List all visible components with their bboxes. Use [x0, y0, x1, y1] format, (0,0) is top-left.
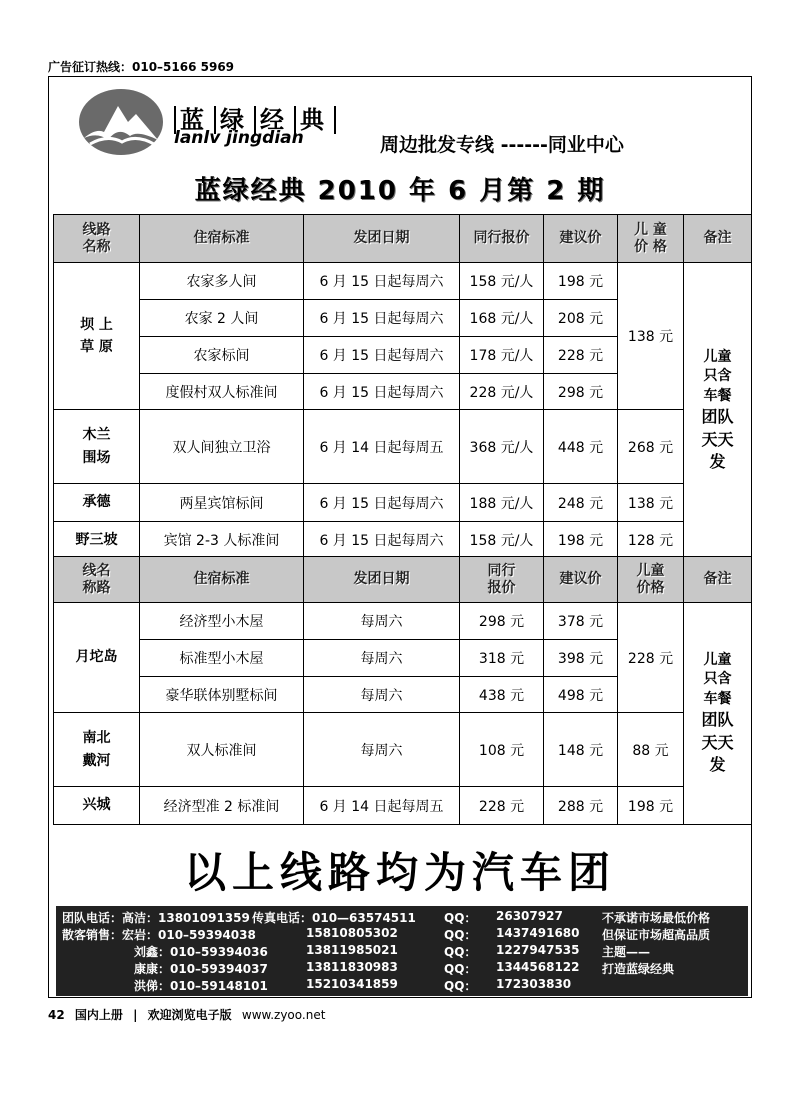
contact-text: 15210341859	[306, 977, 398, 991]
column-header: 发团日期	[304, 557, 460, 603]
child-price: 268 元	[618, 410, 684, 484]
contact-text: 13811830983	[306, 960, 398, 974]
contact-text: 13811985021	[306, 943, 398, 957]
contact-text: 15810805302	[306, 926, 398, 940]
column-header: 同行 报价	[460, 557, 544, 603]
table-cell: 农家 2 人间	[140, 300, 304, 337]
table-cell: 双人标准间	[140, 713, 304, 787]
remark-cell: 儿童 只含 车餐 团队 天天 发	[684, 263, 752, 559]
table-header-row	[54, 215, 752, 263]
table-row	[54, 484, 752, 522]
table-cell: 豪华联体别墅标间	[140, 677, 304, 713]
column-header: 发团日期	[304, 215, 460, 263]
table-cell: 228 元	[460, 787, 544, 825]
column-header: 儿 童 价 格	[618, 215, 684, 263]
slogan: 以上线路均为汽车团	[183, 848, 616, 897]
table-cell: 108 元	[460, 713, 544, 787]
route-name: 月坨岛	[54, 603, 140, 713]
page-footer: 42 国内上册 | 欢迎浏览电子版 www.zyoo.net	[48, 1008, 326, 1022]
mountain-logo-icon	[78, 88, 164, 156]
page-number: 42	[48, 1008, 65, 1022]
remark-cell: 儿童 只含 车餐 团队 天天 发	[684, 603, 752, 825]
promise-text: 不承诺市场最低价格	[602, 911, 711, 925]
contact-row	[56, 960, 748, 977]
table-cell: 宾馆 2-3 人标准间	[140, 522, 304, 559]
table-cell: 248 元	[544, 484, 618, 522]
price-table-1	[53, 214, 752, 559]
column-header: 备注	[684, 215, 752, 263]
table-cell: 标准型小木屋	[140, 640, 304, 677]
table-cell: 208 元	[544, 300, 618, 337]
column-header: 备注	[684, 557, 752, 603]
table-cell: 每周六	[304, 713, 460, 787]
table-cell: 498 元	[544, 677, 618, 713]
qq-label: QQ：	[444, 979, 477, 993]
table-cell: 6 月 14 日起每周五	[304, 787, 460, 825]
brand-name: 蓝 绿 经 典	[174, 100, 336, 135]
column-header: 线名 称路	[54, 557, 140, 603]
qq-label: QQ：	[444, 962, 477, 976]
brand-pinyin: lanlv jingdian	[174, 128, 304, 148]
table-cell: 168 元/人	[460, 300, 544, 337]
table-cell: 158 元/人	[460, 263, 544, 300]
contact-text: 172303830	[496, 977, 572, 991]
table-cell: 6 月 15 日起每周六	[304, 374, 460, 410]
contact-row	[56, 926, 748, 943]
ad-hotline: 广告征订热线：010–5166 5969	[48, 60, 235, 74]
contact-text: 26307927	[496, 909, 563, 923]
table-cell: 6 月 15 日起每周六	[304, 484, 460, 522]
contact-text: 散客销售：宏岩：010–59394038	[62, 928, 256, 942]
route-name: 坝 上 草 原	[54, 263, 140, 410]
table-cell: 438 元	[460, 677, 544, 713]
child-price: 198 元	[618, 787, 684, 825]
contact-row	[56, 943, 748, 960]
issue-title: 蓝绿经典 2010 年 6 月第 2 期	[194, 176, 606, 206]
column-header: 建议价	[544, 215, 618, 263]
table-cell: 农家标间	[140, 337, 304, 374]
table-cell: 6 月 15 日起每周六	[304, 300, 460, 337]
table-row	[54, 787, 752, 825]
column-header: 住宿标准	[140, 215, 304, 263]
table-cell: 两星宾馆标间	[140, 484, 304, 522]
contact-text: 传真电话：010—63574511	[252, 911, 416, 925]
route-name: 兴城	[54, 787, 140, 825]
column-header: 同行报价	[460, 215, 544, 263]
child-price: 88 元	[618, 713, 684, 787]
route-name: 承德	[54, 484, 140, 522]
qq-label: QQ：	[444, 928, 477, 942]
promise-text: 打造蓝绿经典	[602, 962, 675, 976]
table-cell: 398 元	[544, 640, 618, 677]
table-cell: 148 元	[544, 713, 618, 787]
table-cell: 448 元	[544, 410, 618, 484]
table-cell: 298 元	[460, 603, 544, 640]
tagline: 周边批发专线 ------同业中心	[380, 134, 624, 156]
route-name: 野三坡	[54, 522, 140, 559]
table-cell: 198 元	[544, 263, 618, 300]
table-cell: 度假村双人标准间	[140, 374, 304, 410]
child-price: 138 元	[618, 263, 684, 410]
contact-text: 刘鑫：010–59394036	[134, 945, 268, 959]
table-cell: 378 元	[544, 603, 618, 640]
table-cell: 6 月 15 日起每周六	[304, 522, 460, 559]
table-cell: 368 元/人	[460, 410, 544, 484]
table-cell: 188 元/人	[460, 484, 544, 522]
qq-label: QQ：	[444, 911, 477, 925]
table-row	[54, 603, 752, 640]
column-header: 线路 名称	[54, 215, 140, 263]
table-cell: 每周六	[304, 640, 460, 677]
qq-label: QQ：	[444, 945, 477, 959]
table-cell: 每周六	[304, 677, 460, 713]
promise-text: 但保证市场超高品质	[602, 928, 711, 942]
contact-text: 1344568122	[496, 960, 580, 974]
promise-text: 主题——	[602, 945, 651, 959]
table-cell: 178 元/人	[460, 337, 544, 374]
table-cell: 双人间独立卫浴	[140, 410, 304, 484]
table-cell: 经济型小木屋	[140, 603, 304, 640]
table-row	[54, 410, 752, 484]
contact-text: 康康：010–59394037	[134, 962, 268, 976]
price-table-2	[53, 556, 752, 825]
promo-text: 欢迎浏览电子版	[147, 1008, 232, 1022]
table-cell: 农家多人间	[140, 263, 304, 300]
column-header: 儿童 价格	[618, 557, 684, 603]
table-cell: 6 月 15 日起每周六	[304, 337, 460, 374]
table-cell: 298 元	[544, 374, 618, 410]
table-cell: 每周六	[304, 603, 460, 640]
contact-row	[56, 909, 748, 926]
contact-box	[56, 906, 748, 996]
child-price: 138 元	[618, 484, 684, 522]
table-header-row	[54, 557, 752, 603]
table-cell: 158 元/人	[460, 522, 544, 559]
table-cell: 经济型准 2 标准间	[140, 787, 304, 825]
child-price: 228 元	[618, 603, 684, 713]
website-link[interactable]: www.zyoo.net	[241, 1008, 326, 1022]
contact-text: 1437491680	[496, 926, 580, 940]
table-cell: 198 元	[544, 522, 618, 559]
table-cell: 228 元	[544, 337, 618, 374]
contact-text: 洪俤：010–59148101	[134, 979, 268, 993]
column-header: 住宿标准	[140, 557, 304, 603]
contact-text: 团队电话：高洁：13801091359	[62, 911, 250, 925]
table-cell: 318 元	[460, 640, 544, 677]
table-row	[54, 263, 752, 300]
table-cell: 6 月 14 日起每周五	[304, 410, 460, 484]
child-price: 128 元	[618, 522, 684, 559]
section-name: 国内上册	[74, 1008, 123, 1022]
route-name: 南北 戴河	[54, 713, 140, 787]
table-cell: 6 月 15 日起每周六	[304, 263, 460, 300]
table-cell: 288 元	[544, 787, 618, 825]
table-cell: 228 元/人	[460, 374, 544, 410]
contact-text: 1227947535	[496, 943, 580, 957]
table-row	[54, 522, 752, 559]
column-header: 建议价	[544, 557, 618, 603]
table-row	[54, 713, 752, 787]
contact-row	[56, 977, 748, 994]
route-name: 木兰 围场	[54, 410, 140, 484]
